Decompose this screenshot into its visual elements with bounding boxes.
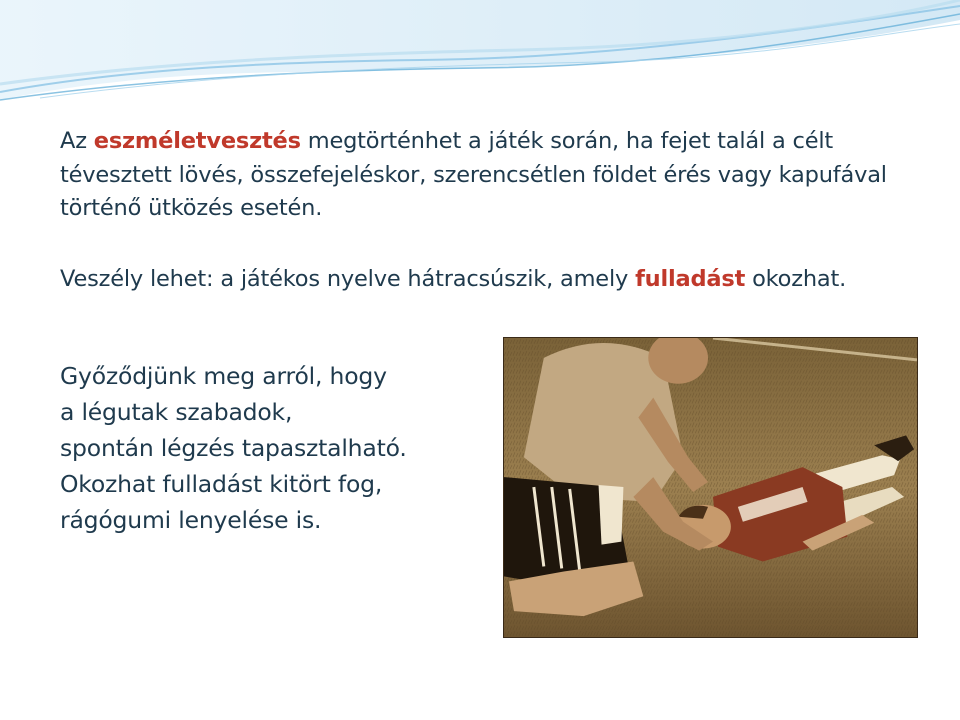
airway-line-2: a légutak szabadok, [60, 398, 293, 426]
airway-line-5: rágógumi lenyelése is. [60, 506, 322, 534]
paragraph-danger [60, 263, 900, 297]
paragraph-unconsciousness [60, 125, 900, 226]
airway-line-1: Győződjünk meg arról, hogy [60, 362, 387, 390]
paragraph2-rest: okozhat. [745, 266, 847, 292]
airway-line-4: Okozhat fulladást kitört fog, [60, 470, 383, 498]
paragraph1-rest: megtörténhet a játék során, ha fejet talál a célt tévesztett lövés, összefejeléskor, szerencsétlen földet érés vagy kapufával történő ütközés esetén. [60, 128, 887, 221]
paragraph-airway-check [60, 358, 490, 538]
paragraph1-lead: Az [60, 128, 94, 154]
airway-line-3: spontán légzés tapasztalható. [60, 434, 407, 462]
first-aid-photo [503, 337, 918, 638]
decorative-header-wave [0, 0, 960, 110]
highlight-suffocation: fulladást [635, 266, 746, 292]
paragraph2-lead: Veszély lehet: a játékos nyelve hátracsúszik, amely [60, 266, 636, 292]
highlight-unconsciousness: eszméletvesztés [93, 128, 301, 154]
